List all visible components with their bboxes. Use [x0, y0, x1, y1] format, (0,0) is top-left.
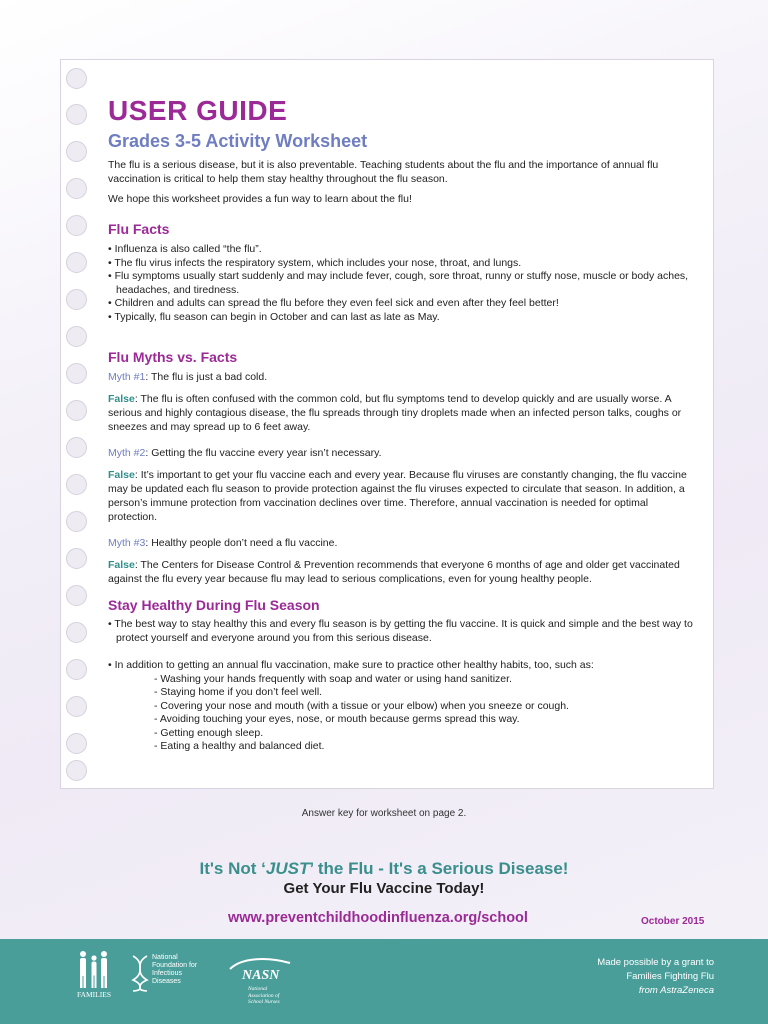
binder-hole: [66, 622, 87, 643]
nfid-logo-text: [152, 954, 212, 986]
habit-item: - Staying home if you don’t feel well.: [154, 686, 323, 698]
false-text: : The Centers for Disease Control & Prevention recommends that everyone 6 months of age and older get vaccinated against the flu every year because flu may lead to serious complications, even for young healthy people.: [108, 559, 680, 585]
flu-myths-section: [108, 348, 698, 586]
binder-hole: [66, 68, 87, 89]
section-heading: Flu Facts: [108, 221, 170, 237]
binder-hole: [66, 289, 87, 310]
binder-hole: [66, 141, 87, 162]
section-heading: Stay Healthy During Flu Season: [108, 597, 320, 613]
website-link[interactable]: www.preventchildhoodinfluenza.org/school: [228, 910, 528, 926]
nfid-logo: [130, 954, 198, 997]
false-text: : It’s important to get your flu vaccine each and every year. Because flu viruses are constantly changing, the flu vaccine may be updated each flu season to provide protection against the flu viruses expected to circulate that season. In addition, a person’s immune protection from vaccination declines over time. Therefore, annual vaccination is needed for optimal protection.: [108, 469, 687, 523]
binder-hole: [66, 178, 87, 199]
binder-hole: [66, 511, 87, 532]
myth-text: : Healthy people don’t need a flu vaccine.: [145, 537, 338, 549]
false-label: False: [108, 559, 135, 571]
binder-hole: [66, 548, 87, 569]
tagline-emphasis: JUST: [265, 859, 310, 878]
family-figures-icon: [74, 948, 114, 990]
grant-credit: [597, 956, 714, 998]
nfid-line: Diseases: [152, 978, 181, 985]
fact-item: • Flu symptoms usually start suddenly and may include fever, cough, sore throat, runny or stuffy nose, muscle or body aches, headaches, and tiredness.: [108, 270, 689, 296]
binder-hole: [66, 400, 87, 421]
nasn-logo-subtext: National Association of School Nurses: [248, 986, 280, 1005]
section-heading: Flu Myths vs. Facts: [108, 349, 238, 365]
nfid-line: Infectious: [152, 970, 182, 977]
binder-hole: [66, 104, 87, 125]
page-title: USER GUIDE: [108, 95, 288, 126]
myth-answer: [108, 468, 698, 524]
worksheet-content: [108, 96, 698, 754]
binder-hole: [66, 659, 87, 680]
habit-item: - Avoiding touching your eyes, nose, or mouth because germs spread this way.: [154, 713, 520, 725]
fact-item: • The flu virus infects the respiratory system, which includes your nose, throat, and lungs.: [108, 256, 522, 269]
credit-line: from AstraZeneca: [638, 985, 714, 996]
page-subtitle: Grades 3-5 Activity Worksheet: [108, 131, 368, 151]
binder-hole: [66, 760, 87, 781]
fact-item: • Typically, flu season can begin in October and can last as late as May.: [108, 310, 440, 323]
false-label: False: [108, 393, 135, 405]
credit-line: Families Fighting Flu: [626, 971, 714, 982]
myth-text: : The flu is just a bad cold.: [145, 371, 268, 383]
myth-label: Myth #3: [108, 537, 146, 549]
fact-item: • Influenza is also called “the flu”.: [108, 243, 262, 255]
flu-facts-section: [108, 220, 698, 324]
habit-item: - Eating a healthy and balanced diet.: [154, 740, 325, 752]
stay-healthy-section: [108, 596, 698, 754]
publication-date: October 2015: [641, 916, 705, 927]
false-label: False: [108, 469, 135, 481]
families-logo-text: FAMILIES: [76, 990, 112, 999]
nasn-logo: [228, 955, 294, 1005]
nfid-line: Foundation for: [152, 962, 198, 969]
call-to-action: Get Your Flu Vaccine Today!: [283, 880, 485, 897]
tagline: [0, 859, 768, 879]
tip-item: • The best way to stay healthy this and every flu season is by getting the flu vaccine. It is quick and simple and the best way to protect yourself and everyone around you from this serious disease.: [108, 618, 693, 644]
nfid-line: National: [152, 954, 178, 961]
myth-statement: [108, 536, 698, 550]
habit-item: - Washing your hands frequently with soap and water or using hand sanitizer.: [154, 672, 512, 685]
binder-hole: [66, 696, 87, 717]
binder-hole: [66, 252, 87, 273]
intro-paragraph: The flu is a serious disease, but it is also preventable. Teaching students about the flu and the importance of annual flu vaccination is critical to help them stay healthy throughout the flu season.: [108, 159, 659, 185]
myth-label: Myth #1: [108, 371, 146, 383]
habit-item: - Covering your nose and mouth (with a tissue or your elbow) when you sneeze or cough.: [154, 699, 569, 712]
binder-hole: [66, 585, 87, 606]
intro-paragraph: We hope this worksheet provides a fun way to learn about the flu!: [108, 193, 412, 205]
tip-item: • In addition to getting an annual flu vaccination, make sure to practice other healthy habits, too, such as:: [108, 659, 594, 671]
fact-item: • Children and adults can spread the flu before they even feel sick and even after they feel better!: [108, 297, 559, 309]
tagline-pre: It's Not ‘: [199, 859, 266, 878]
false-text: : The flu is often confused with the common cold, but flu symptoms tend to develop quickly and are usually worse. A serious and highly contagious disease, the flu spreads through tiny droplets made when an infected person talks, coughs or sneezes and may spread up to 6 feet away.: [108, 393, 682, 433]
credit-line: Made possible by a grant to: [597, 957, 714, 968]
binder-hole: [66, 437, 87, 458]
myth-answer: [108, 558, 698, 586]
tagline-post: ’ the Flu - It's a Serious Disease!: [309, 859, 569, 878]
binder-hole: [66, 733, 87, 754]
myth-text: : Getting the flu vaccine every year isn’t necessary.: [145, 447, 382, 459]
families-fighting-flu-logo: [74, 948, 114, 1003]
nasn-logo-text: NASN: [242, 968, 280, 983]
binder-hole: [66, 215, 87, 236]
dna-icon: [130, 954, 150, 992]
myth-statement: [108, 446, 698, 460]
binder-hole: [66, 363, 87, 384]
myth-answer: [108, 392, 698, 434]
myth-label: Myth #2: [108, 447, 146, 459]
binder-hole: [66, 474, 87, 495]
binder-hole: [66, 326, 87, 347]
myth-statement: [108, 370, 698, 384]
habit-item: - Getting enough sleep.: [154, 726, 264, 739]
answer-key-note: Answer key for worksheet on page 2.: [301, 808, 467, 819]
